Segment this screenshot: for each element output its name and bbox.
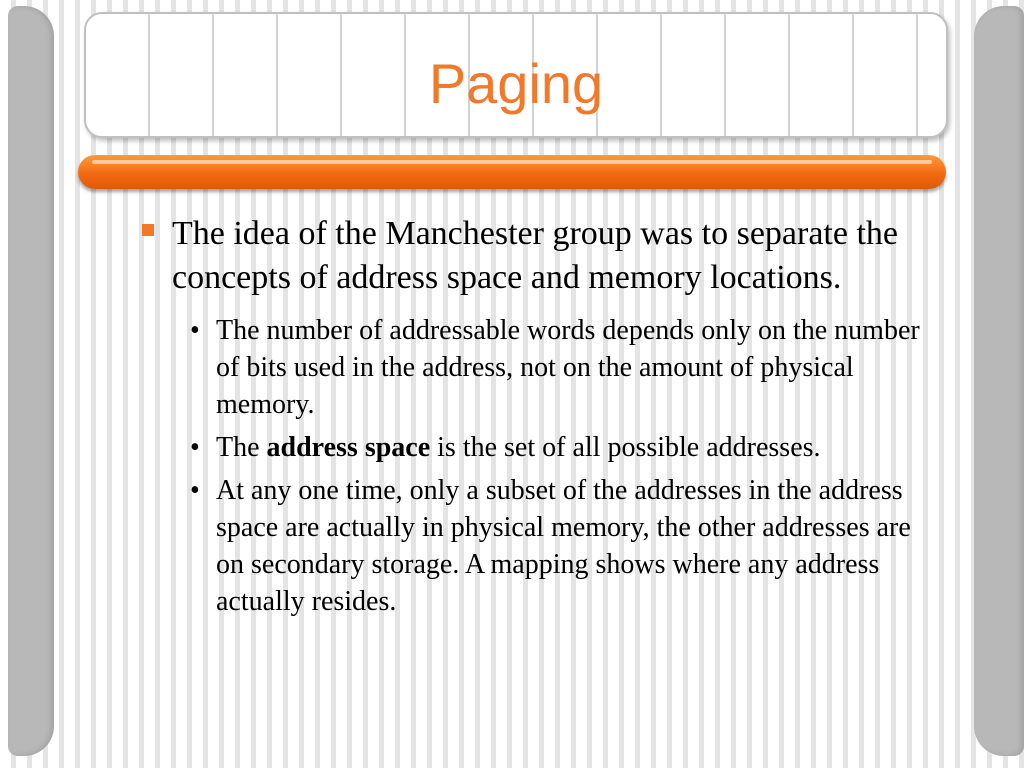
sub-bullet-bold-term: address space xyxy=(266,432,431,463)
sub-bullet-prefix: The xyxy=(216,432,267,463)
left-side-panel xyxy=(8,6,54,756)
round-bullet-icon: • xyxy=(190,432,200,463)
slide-body xyxy=(140,212,940,620)
square-bullet-icon xyxy=(142,224,154,236)
round-bullet-icon: • xyxy=(190,475,200,506)
sub-bullet xyxy=(184,312,940,423)
sub-bullet-text: At any one time, only a subset of the addresses in the address space are actually in physical memory, the other addresses are on secondary storage. A mapping shows where any address actually resides. xyxy=(216,475,911,617)
sub-bullet-text: The number of addressable words depends only on the number of bits used in the address, not on the amount of physical memory. xyxy=(216,315,920,420)
sub-bullet xyxy=(184,472,940,620)
slide-title: Paging xyxy=(428,52,604,115)
main-bullet xyxy=(140,212,940,300)
sub-bullet xyxy=(184,429,940,466)
sub-bullet-suffix: is the set of all possible addresses. xyxy=(430,432,821,463)
round-bullet-icon: • xyxy=(190,315,200,346)
main-bullet-text: The idea of the Manchester group was to separate the concepts of address space and memory locations. xyxy=(172,215,898,296)
title-underline-highlight xyxy=(92,160,932,164)
right-side-panel xyxy=(974,6,1024,756)
